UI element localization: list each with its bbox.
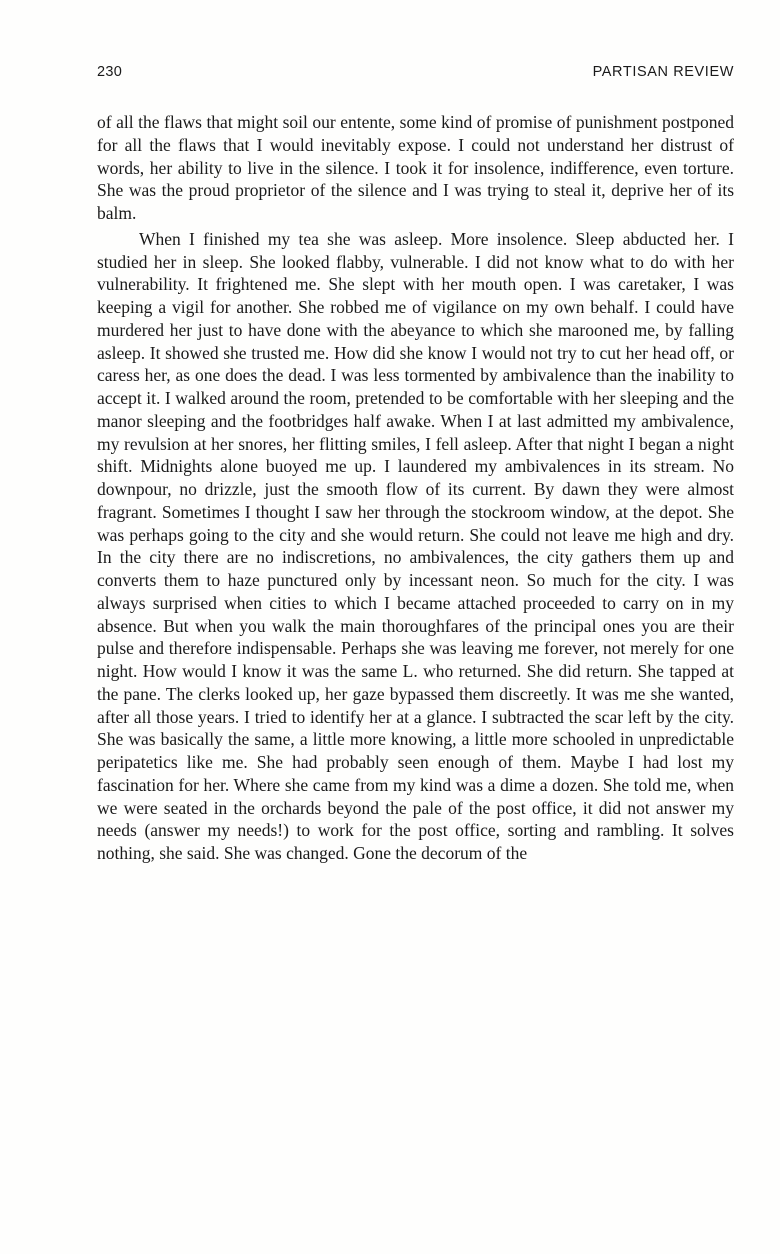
running-head [97,64,734,86]
paragraph-continued: of all the flaws that might soil our entente, some kind of promise of punishment postponed for all the flaws that I would inevitably expose. I could not understand her distrust of words, her ability to live in the silence. I took it for insolence, indifference, even torture. She was the proud proprietor of the silence and I was trying to steal it, deprive her of its balm. [97,112,734,223]
page-number: 230 [97,64,123,80]
body-text [97,111,734,865]
paragraph: When I finished my tea she was asleep. More insolence. Sleep abducted her. I studied her in sleep. She looked flabby, vulnerable. I did not know what to do with her vulnerability. It frightened me. She slept with her mouth open. I was caretaker, I was keeping a vigil for another. She robbed me of vigilance on my own behalf. I could have murdered her just to have done with the abeyance to which she marooned me, by falling asleep. It showed she trusted me. How did she know I would not try to cut her head off, or caress her, as one does the dead. I was less tormented by ambivalence than the inability to accept it. I walked around the room, pretended to be comfortable with her sleeping and the manor sleeping and the footbridges half awake. When I at last admitted my ambivalence, my revulsion at her snores, her flitting smiles, I fell asleep. After that night I began a night shift. Midnights alone buoyed me up. I laundered my ambivalences in its stream. No downpour, no drizzle, just the smooth flow of its current. By dawn they were almost fragrant. Sometimes I thought I saw her through the stockroom window, at the depot. She was perhaps going to the city and she would return. She could not leave me high and dry. In the city there are no indiscretions, no ambivalences, the city gathers them up and converts them to haze punctured only by incessant neon. So much for the city. I was always surprised when cities to which I became attached proceeded to carry on in my absence. But when you walk the main thoroughfares of the principal ones you are their pulse and therefore indispensable. Perhaps she was leaving me forever, not merely for one night. How would I know it was the same L. who returned. She did return. She tapped at the pane. The clerks looked up, her gaze bypassed them discreetly. It was me she wanted, after all those years. I tried to identify her at a glance. I subtracted the scar left by the city. She was basically the same, a little more knowing, a little more schooled in unpredictable peripatetics like me. She had probably seen enough of them. Maybe I had lost my fascination for her. Where she came from my kind was a dime a dozen. She told me, when we were seated in the orchards beyond the pale of the post office, it did not answer my needs (answer my needs!) to work for the post office, sorting and rambling. It solves nothing, she said. She was changed. Gone the decorum of the [97,228,734,863]
journal-title: PARTISAN REVIEW [592,64,734,80]
